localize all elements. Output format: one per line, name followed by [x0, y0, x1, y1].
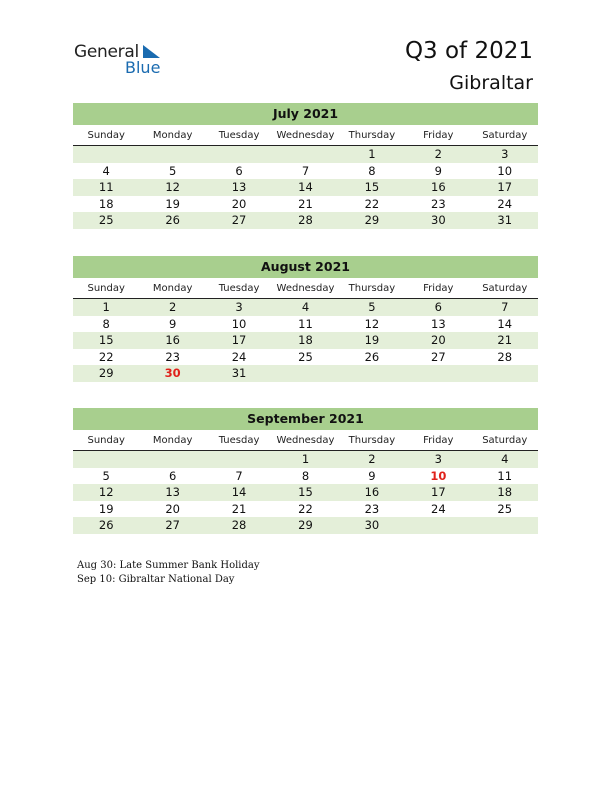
- day-cell: 2: [168, 300, 177, 314]
- day-cell: [405, 365, 471, 382]
- day-cell: 22: [298, 501, 313, 516]
- week-row: [73, 212, 538, 229]
- month-title: September 2021: [73, 408, 538, 430]
- day-cell: 7: [501, 300, 509, 314]
- weekday-label: Wednesday: [276, 130, 335, 141]
- day-cell: [73, 451, 139, 468]
- day-cell: 24: [231, 349, 247, 364]
- day-cell: 30: [164, 366, 181, 380]
- day-cell: 19: [165, 196, 180, 211]
- day-cell: 10: [231, 316, 247, 331]
- day-cell: 13: [165, 485, 180, 499]
- weekday-label: Thursday: [348, 130, 396, 141]
- day-cell: 16: [431, 180, 446, 194]
- day-cell: 17: [431, 485, 446, 499]
- weekday-label: Friday: [423, 130, 454, 141]
- holiday-note: Aug 30: Late Summer Bank Holiday: [77, 560, 260, 571]
- day-cell: 21: [298, 196, 313, 211]
- week-row: [73, 517, 538, 534]
- page-title: Q3 of 2021: [404, 38, 533, 64]
- holiday-note: Sep 10: Gibraltar National Day: [77, 574, 235, 585]
- day-cell: 21: [231, 501, 247, 516]
- weekday-label: Wednesday: [276, 283, 335, 294]
- day-cell: 24: [431, 501, 446, 516]
- day-cell: 27: [431, 349, 446, 364]
- day-cell: 1: [301, 452, 310, 466]
- day-cell: 25: [497, 501, 513, 516]
- day-cell: 1: [102, 300, 110, 314]
- week-row: [73, 349, 538, 366]
- day-cell: 7: [301, 163, 310, 178]
- day-cell: 28: [298, 213, 313, 227]
- month-calendar-september: [73, 408, 538, 534]
- day-cell: 20: [431, 333, 446, 347]
- day-cell: 8: [102, 316, 110, 331]
- day-cell: 2: [368, 452, 376, 466]
- day-cell: 26: [98, 518, 114, 532]
- day-cell: 9: [434, 163, 442, 178]
- week-row: [73, 146, 538, 163]
- weekday-label: Saturday: [482, 130, 528, 141]
- day-cell: 14: [298, 180, 313, 194]
- weekday-label: Sunday: [87, 130, 125, 141]
- day-cell: 6: [235, 163, 243, 178]
- day-cell: 7: [235, 468, 243, 483]
- day-cell: 10: [497, 163, 513, 178]
- day-cell: 15: [298, 485, 313, 499]
- week-rows: [73, 146, 538, 229]
- month-calendar-july: [73, 103, 538, 229]
- day-cell: 28: [231, 518, 247, 532]
- day-cell: 18: [98, 196, 114, 211]
- week-row: [73, 179, 538, 196]
- day-cell: 9: [368, 468, 376, 483]
- day-cell: 16: [364, 485, 380, 499]
- day-cell: 5: [102, 468, 110, 483]
- weekday-label: Tuesday: [218, 283, 260, 294]
- week-row: [73, 332, 538, 349]
- day-cell: 2: [434, 147, 442, 161]
- day-cell: 10: [430, 468, 447, 483]
- day-cell: 20: [231, 196, 247, 211]
- day-cell: [139, 451, 205, 468]
- brand-logo: [74, 42, 174, 78]
- day-cell: 25: [98, 213, 114, 227]
- day-cell: 22: [364, 196, 380, 211]
- day-cell: 12: [98, 485, 114, 499]
- day-cell: 26: [165, 213, 180, 227]
- day-cell: [206, 146, 272, 163]
- weekday-label: Thursday: [348, 435, 396, 446]
- day-cell: 28: [497, 349, 513, 364]
- weekday-label: Sunday: [87, 435, 125, 446]
- day-cell: [339, 365, 405, 382]
- day-cell: 3: [434, 452, 442, 466]
- day-cell: 23: [431, 196, 446, 211]
- day-cell: 12: [165, 180, 180, 194]
- weekday-label: Monday: [152, 130, 193, 141]
- day-cell: 4: [102, 163, 110, 178]
- day-cell: 23: [165, 349, 180, 364]
- day-cell: 19: [364, 333, 380, 347]
- weekday-label: Saturday: [482, 435, 528, 446]
- logo-blue-text: Blue: [125, 58, 161, 77]
- weekday-label: Monday: [152, 435, 193, 446]
- day-cell: [139, 146, 205, 163]
- day-cell: 20: [165, 501, 180, 516]
- month-title: August 2021: [73, 256, 538, 278]
- day-cell: 17: [497, 180, 513, 194]
- day-cell: 27: [231, 213, 247, 227]
- day-cell: 8: [368, 163, 376, 178]
- weekday-label: Friday: [423, 435, 454, 446]
- day-cell: 3: [235, 300, 243, 314]
- weekday-label: Tuesday: [218, 435, 260, 446]
- day-cell: 30: [431, 213, 446, 227]
- week-rows: [73, 299, 538, 382]
- month-calendar-august: [73, 256, 538, 382]
- day-cell: 17: [231, 333, 247, 347]
- day-cell: 18: [298, 333, 313, 347]
- weekday-label: Thursday: [348, 283, 396, 294]
- day-cell: [272, 146, 338, 163]
- day-cell: 5: [368, 300, 376, 314]
- holiday-notes: [77, 559, 260, 587]
- day-cell: [472, 517, 538, 534]
- day-cell: 27: [165, 518, 180, 532]
- day-cell: 11: [98, 180, 114, 194]
- day-cell: 14: [497, 316, 513, 331]
- weekday-label: Monday: [152, 283, 193, 294]
- week-row: [73, 316, 538, 333]
- day-cell: 15: [364, 180, 380, 194]
- day-cell: 29: [364, 213, 380, 227]
- week-row: [73, 365, 538, 382]
- day-cell: 23: [364, 501, 380, 516]
- day-cell: 30: [364, 518, 380, 532]
- day-cell: 24: [497, 196, 513, 211]
- day-cell: 31: [497, 213, 513, 227]
- day-cell: 6: [168, 468, 177, 483]
- day-cell: 29: [298, 518, 313, 532]
- day-cell: 11: [497, 468, 513, 483]
- day-cell: 11: [298, 316, 313, 331]
- day-cell: 13: [431, 316, 446, 331]
- day-cell: 9: [168, 316, 177, 331]
- country-name: Gibraltar: [449, 72, 533, 94]
- day-cell: 26: [364, 349, 380, 364]
- day-cell: 6: [434, 300, 442, 314]
- day-cell: 14: [231, 485, 247, 499]
- week-row: [73, 484, 538, 501]
- day-cell: 13: [231, 180, 247, 194]
- day-cell: 8: [301, 468, 310, 483]
- day-cell: [272, 365, 338, 382]
- day-cell: [472, 365, 538, 382]
- week-row: [73, 468, 538, 485]
- day-cell: 3: [501, 147, 509, 161]
- weekday-header-row: [73, 127, 538, 146]
- weekday-header-row: [73, 432, 538, 451]
- weekday-label: Friday: [423, 283, 454, 294]
- day-cell: 29: [98, 366, 114, 380]
- day-cell: 22: [98, 349, 114, 364]
- weekday-label: Wednesday: [276, 435, 335, 446]
- weekday-header-row: [73, 280, 538, 299]
- day-cell: 15: [98, 333, 114, 347]
- week-row: [73, 501, 538, 518]
- week-row: [73, 299, 538, 316]
- day-cell: 18: [497, 485, 513, 499]
- logo-general-text: General: [74, 42, 139, 62]
- weekday-label: Tuesday: [218, 130, 260, 141]
- day-cell: [206, 451, 272, 468]
- week-rows: [73, 451, 538, 534]
- day-cell: 16: [165, 333, 180, 347]
- weekday-label: Saturday: [482, 283, 528, 294]
- day-cell: 21: [497, 333, 513, 347]
- day-cell: 31: [231, 366, 247, 380]
- day-cell: 4: [301, 300, 310, 314]
- day-cell: [405, 517, 471, 534]
- day-cell: 25: [298, 349, 313, 364]
- week-row: [73, 451, 538, 468]
- day-cell: 5: [168, 163, 177, 178]
- day-cell: [73, 146, 139, 163]
- day-cell: 4: [501, 452, 509, 466]
- day-cell: 1: [368, 147, 376, 161]
- week-row: [73, 196, 538, 213]
- day-cell: 12: [364, 316, 380, 331]
- weekday-label: Sunday: [87, 283, 125, 294]
- day-cell: 19: [98, 501, 114, 516]
- month-title: July 2021: [73, 103, 538, 125]
- week-row: [73, 163, 538, 180]
